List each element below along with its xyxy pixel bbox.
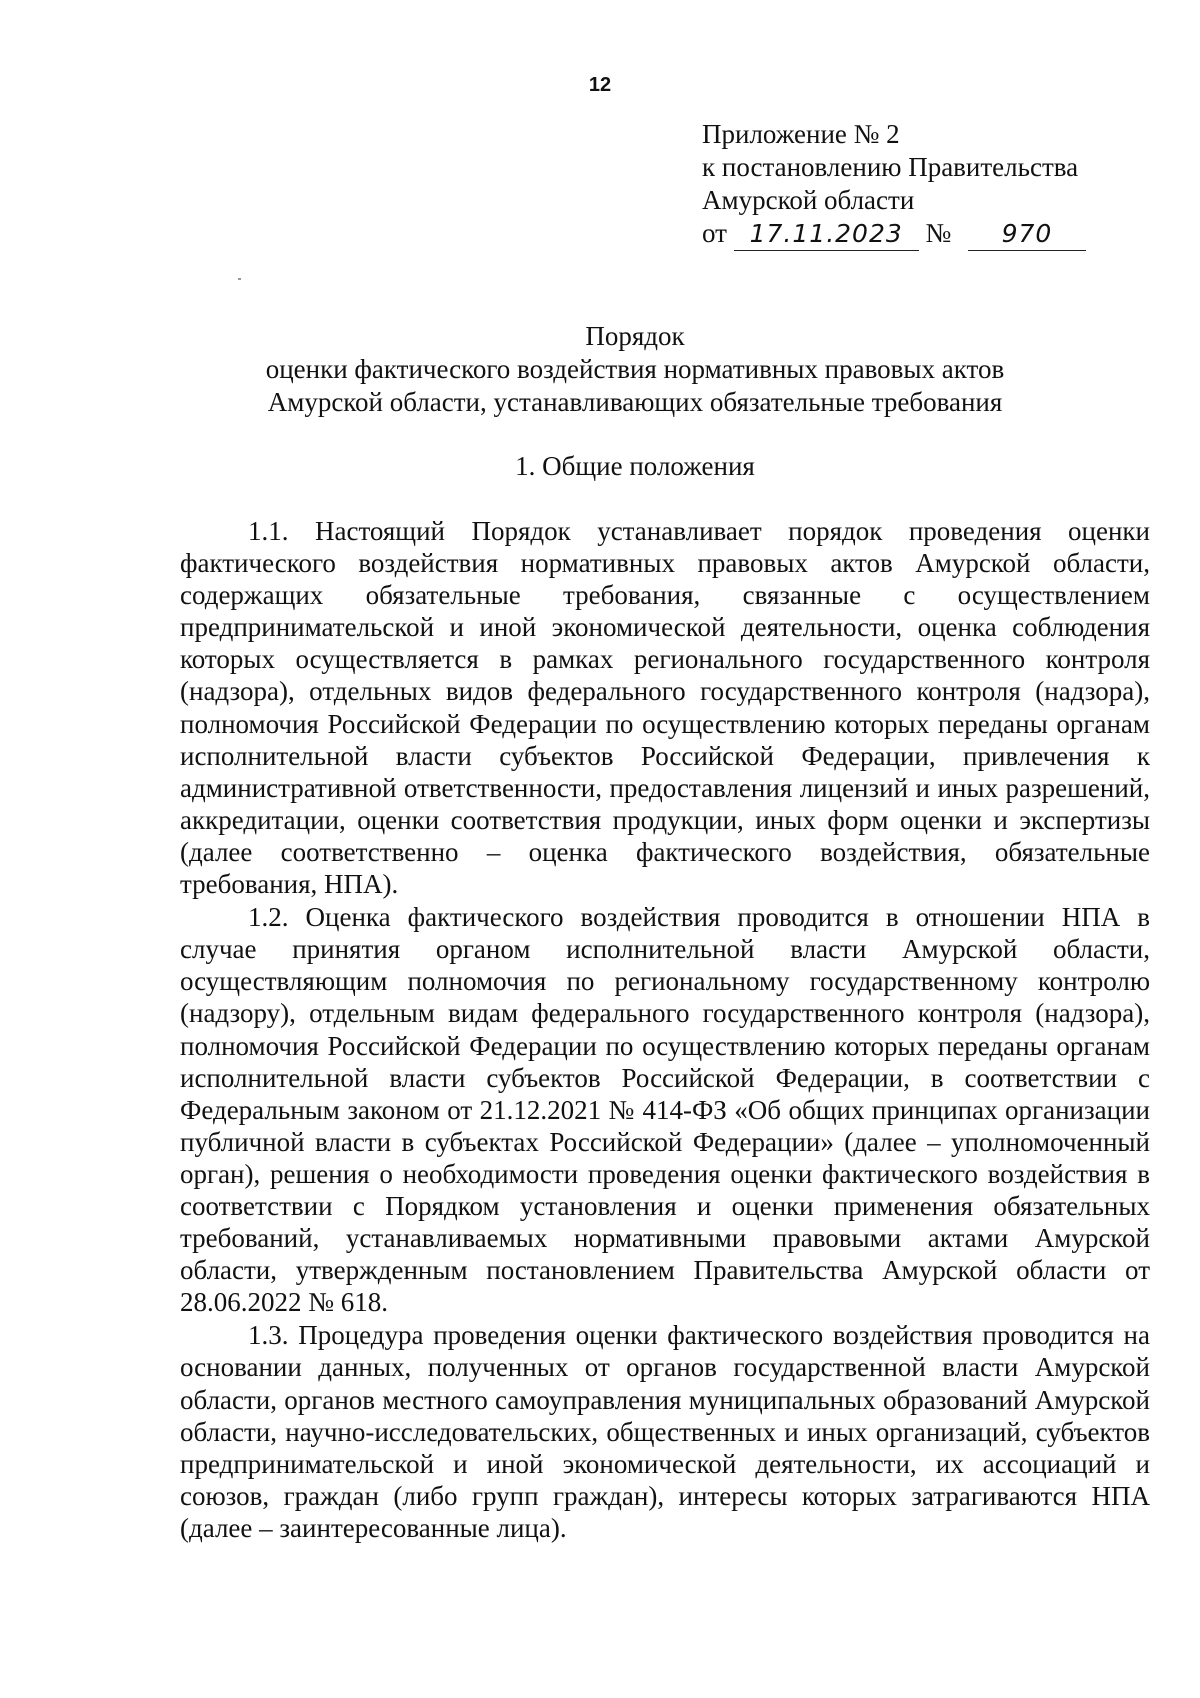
appendix-line-2: к постановлению Правительства <box>702 152 1079 182</box>
title-line-2: оценки фактического воздействия нормативных правовых актов <box>265 354 1005 384</box>
paragraph-1-1: 1.1. Настоящий Порядок устанавливает порядок проведения оценки фактического воздействия нормативных правовых актов Амурской области, содержащих обязательные требования, связанные с осуществлением предпринимательской и иной экономической деятельности, оценка соблюдения которых осуществляется в рамках регионального государственного контроля (надзора), отдельных видов федерального государственного контроля (надзора), полномочия Российской Федерации по осуществлению которых переданы органам исполнительной власти субъектов Российской Федерации, привлечения к административной ответственности, предоставления лицензий и иных разрешений, аккредитации, оценки соответствия продукции, иных форм оценки и экспертизы (далее соответственно – оценка фактического воздействия, обязательные требования, НПА). <box>180 516 1150 900</box>
document-body <box>180 515 1150 1544</box>
handwritten-date: 17.11.2023 <box>734 217 919 251</box>
appendix-line-1: Приложение № 2 <box>702 119 900 149</box>
title-line-1: Порядок <box>585 321 685 351</box>
page-number: 12 <box>588 74 612 96</box>
number-label: № <box>925 218 952 248</box>
document-title <box>160 320 1110 419</box>
paragraph-1-3: 1.3. Процедура проведения оценки фактического воздействия проводится на основании данных, полученных от органов государственной власти Амурской области, органов местного самоуправления муниципальных образований Амурской области, научно-исследовательских, общественных и иных организаций, субъектов предпринимательской и иной экономической деятельности, их ассоциаций и союзов, граждан (либо групп граждан), интересы которых затрагиваются НПА (далее – заинтересованные лица). <box>180 1320 1150 1543</box>
paragraph-1-2: 1.2. Оценка фактического воздействия проводится в отношении НПА в случае принятия органом исполнительной власти Амурской области, осуществляющим полномочия по региональному государственному контролю (надзору), отдельным видам федерального государственного контроля (надзора), полномочия Российской Федерации по осуществлению которых переданы органам исполнительной власти субъектов Российской Федерации, в соответствии с Федеральным законом от 21.12.2021 № 414-ФЗ «Об общих принципах организации публичной власти в субъектах Российской Федерации» (далее – уполномоченный орган), решения о необходимости проведения оценки фактического воздействия в соответствии с Порядком установления и оценки применения обязательных требований, устанавливаемых нормативными правовыми актами Амурской области, утвержденным постановлением Правительства Амурской области от 28.06.2022 № 618. <box>180 902 1150 1318</box>
appendix-block <box>702 118 1086 251</box>
section-heading: 1. Общие положения <box>515 451 755 481</box>
from-label: от <box>702 218 727 248</box>
handwritten-number: 970 <box>968 217 1086 251</box>
title-line-3: Амурской области, устанавливающих обязательные требования <box>267 387 1003 417</box>
appendix-line-3: Амурской области <box>702 185 915 215</box>
scan-artifact <box>238 278 241 280</box>
appendix-date-line <box>702 217 1086 251</box>
